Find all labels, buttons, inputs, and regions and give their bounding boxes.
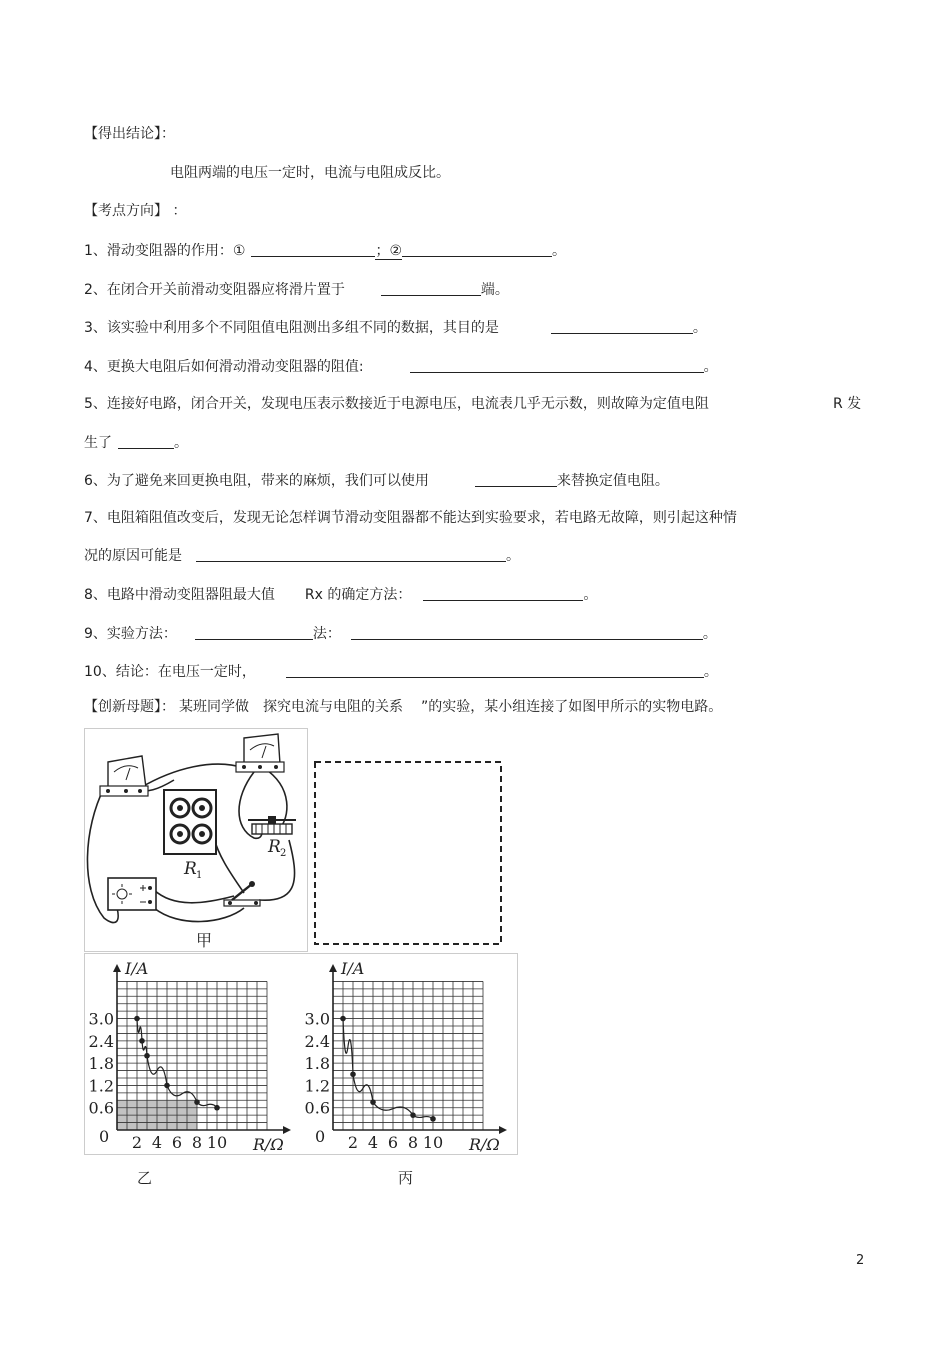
q10-suffix: 。 bbox=[703, 664, 718, 680]
chart-bing bbox=[301, 954, 517, 1154]
q4-suffix: 。 bbox=[703, 359, 718, 375]
question-3 bbox=[84, 318, 707, 337]
q3-blank[interactable] bbox=[551, 318, 693, 334]
x-tick-label: 4 bbox=[151, 1133, 163, 1152]
r2-label: R bbox=[268, 837, 281, 857]
y-tick-label: 2.4 bbox=[88, 1031, 114, 1051]
data-point bbox=[194, 1099, 200, 1105]
q9-blank-1[interactable] bbox=[195, 624, 313, 640]
x-axis-label: R/Ω bbox=[253, 1135, 284, 1154]
q5-line2-prefix: 生了 bbox=[84, 435, 112, 451]
data-point bbox=[144, 1053, 150, 1059]
x-tick-label: 4 bbox=[367, 1133, 379, 1152]
x-axis-arrow bbox=[499, 1126, 507, 1134]
question-6 bbox=[84, 471, 669, 490]
innovation-text-b: 探究电流与电阻的关系 bbox=[263, 699, 403, 715]
innovation-text-c: ”的实验，某小组连接了如图甲所示的实物电路。 bbox=[421, 699, 723, 715]
data-point bbox=[134, 1016, 140, 1022]
x-axis-label: R/Ω bbox=[469, 1135, 500, 1154]
question-7-line-2 bbox=[84, 546, 520, 565]
y-tick-label: 2.4 bbox=[304, 1031, 330, 1051]
grid bbox=[117, 981, 267, 1130]
q1-blank-1[interactable] bbox=[251, 241, 375, 257]
q10-prefix: 10、结论：在电压一定时， bbox=[84, 664, 256, 680]
q2-prefix: 2、在闭合开关前滑动变阻器应将滑片置于 bbox=[84, 282, 345, 298]
data-point bbox=[410, 1112, 416, 1118]
page-number: 2 bbox=[856, 1253, 865, 1268]
q5-blank[interactable] bbox=[118, 433, 174, 449]
y-tick-label: 0.6 bbox=[88, 1098, 114, 1118]
q3-suffix: 。 bbox=[692, 320, 707, 336]
figure-bing-caption: 丙 bbox=[398, 1169, 414, 1187]
data-point bbox=[350, 1071, 356, 1077]
x-tick-label: 8 bbox=[191, 1133, 203, 1152]
data-point bbox=[139, 1038, 145, 1044]
innovation-heading: 【创新母题】： bbox=[84, 699, 175, 715]
data-point bbox=[370, 1099, 376, 1105]
circuit-diagram-placeholder[interactable] bbox=[310, 756, 506, 950]
q2-blank[interactable] bbox=[381, 280, 481, 296]
q4-blank[interactable] bbox=[410, 357, 704, 373]
figure-yi-caption: 乙 bbox=[137, 1169, 153, 1187]
q1-prefix: 1、滑动变阻器的作用：① bbox=[84, 243, 246, 259]
q9-mid: 法： bbox=[312, 626, 341, 642]
origin-label: 0 bbox=[99, 1127, 110, 1146]
question-7-line-1: 7、电阻箱阻值改变后，发现无论怎样调节滑动变阻器都不能达到实验要求，若电路无故障，则引起这种情 bbox=[84, 510, 737, 526]
x-tick-label: 6 bbox=[171, 1133, 183, 1152]
y-axis-label: I/A bbox=[125, 959, 149, 978]
q8-prefix: 8、电路中滑动变阻器阻最大值 bbox=[84, 587, 275, 603]
y-tick-label: 3.0 bbox=[304, 1009, 330, 1029]
data-point bbox=[214, 1105, 220, 1111]
x-axis-arrow bbox=[283, 1126, 291, 1134]
q10-blank[interactable] bbox=[286, 662, 704, 678]
question-5-line-2 bbox=[84, 433, 188, 452]
q9-prefix: 9、实验方法： bbox=[84, 626, 177, 642]
circuit-figure-jia bbox=[84, 728, 308, 952]
origin-label: 0 bbox=[315, 1127, 326, 1146]
data-point bbox=[340, 1016, 346, 1022]
q7-suffix: 。 bbox=[506, 548, 520, 564]
question-9 bbox=[84, 624, 717, 643]
question-4 bbox=[84, 357, 718, 376]
innovation-text-a: 某班同学做 bbox=[179, 699, 249, 715]
conclusion-heading: 【得出结论】： bbox=[84, 126, 175, 142]
question-8 bbox=[84, 585, 597, 604]
data-point bbox=[164, 1083, 170, 1089]
figure-jia-caption: 甲 bbox=[195, 931, 213, 950]
q1-mid: ；② bbox=[375, 243, 403, 259]
r1-subscript: 1 bbox=[196, 870, 203, 881]
innovation-line bbox=[84, 698, 722, 716]
exam-points-heading: 【考点方向】 ： bbox=[84, 203, 187, 219]
q9-suffix: 。 bbox=[702, 626, 717, 642]
q7-line2-prefix: 况的原因可能是 bbox=[84, 548, 182, 564]
question-10 bbox=[84, 662, 718, 681]
r2-subscript: 2 bbox=[280, 848, 287, 859]
q4-prefix: 4、更换大电阻后如何滑动滑动变阻器的阻值: bbox=[84, 359, 364, 375]
x-tick-label: 2 bbox=[347, 1133, 359, 1152]
q5-r-label: R 发 bbox=[833, 396, 862, 412]
q6-suffix: 来替换定值电阻。 bbox=[556, 473, 669, 489]
r1-label: R bbox=[184, 859, 197, 879]
y-axis-label: I/A bbox=[341, 959, 365, 978]
x-tick-label: 2 bbox=[131, 1133, 143, 1152]
y-tick-label: 1.8 bbox=[304, 1054, 330, 1074]
x-tick-label: 8 bbox=[407, 1133, 419, 1152]
x-tick-label: 6 bbox=[387, 1133, 399, 1152]
y-tick-label: 1.8 bbox=[88, 1054, 114, 1074]
q3-prefix: 3、该实验中利用多个不同阻值电阻测出多组不同的数据，其目的是 bbox=[84, 320, 499, 336]
question-5-line-1: 5、连接好电路，闭合开关，发现电压表示数接近于电源电压，电流表几乎无示数，则故障为定值电阻 bbox=[84, 396, 709, 412]
grid bbox=[333, 981, 483, 1130]
q8-blank[interactable] bbox=[423, 585, 583, 601]
q6-prefix: 6、为了避免来回更换电阻，带来的麻烦，我们可以使用 bbox=[84, 473, 429, 489]
q2-suffix: 端。 bbox=[480, 282, 509, 298]
y-tick-label: 0.6 bbox=[304, 1098, 330, 1118]
conclusion-text: 电阻两端的电压一定时，电流与电阻成反比。 bbox=[170, 165, 450, 181]
q9-blank-2[interactable] bbox=[351, 624, 703, 640]
q8-suffix: 。 bbox=[583, 587, 598, 603]
resistance-box-r1-icon bbox=[164, 790, 216, 854]
question-1 bbox=[84, 241, 566, 260]
q7-blank[interactable] bbox=[196, 546, 506, 562]
question-2 bbox=[84, 280, 509, 299]
y-tick-label: 1.2 bbox=[88, 1076, 114, 1096]
data-point bbox=[430, 1116, 436, 1122]
chart-yi bbox=[85, 954, 301, 1154]
x-tick-label: 10 bbox=[422, 1133, 444, 1152]
y-tick-label: 3.0 bbox=[88, 1009, 114, 1029]
y-axis-arrow bbox=[329, 964, 337, 972]
q6-blank[interactable] bbox=[475, 471, 557, 487]
q8-rx-label: Rx 的确定方法： bbox=[304, 587, 412, 603]
power-supply-icon bbox=[108, 878, 156, 910]
x-tick-label: 10 bbox=[206, 1133, 228, 1152]
y-axis-arrow bbox=[113, 964, 121, 972]
q5-suffix: 。 bbox=[174, 435, 188, 451]
q1-suffix: 。 bbox=[552, 243, 567, 259]
q1-blank-2[interactable] bbox=[402, 241, 552, 257]
y-tick-label: 1.2 bbox=[304, 1076, 330, 1096]
